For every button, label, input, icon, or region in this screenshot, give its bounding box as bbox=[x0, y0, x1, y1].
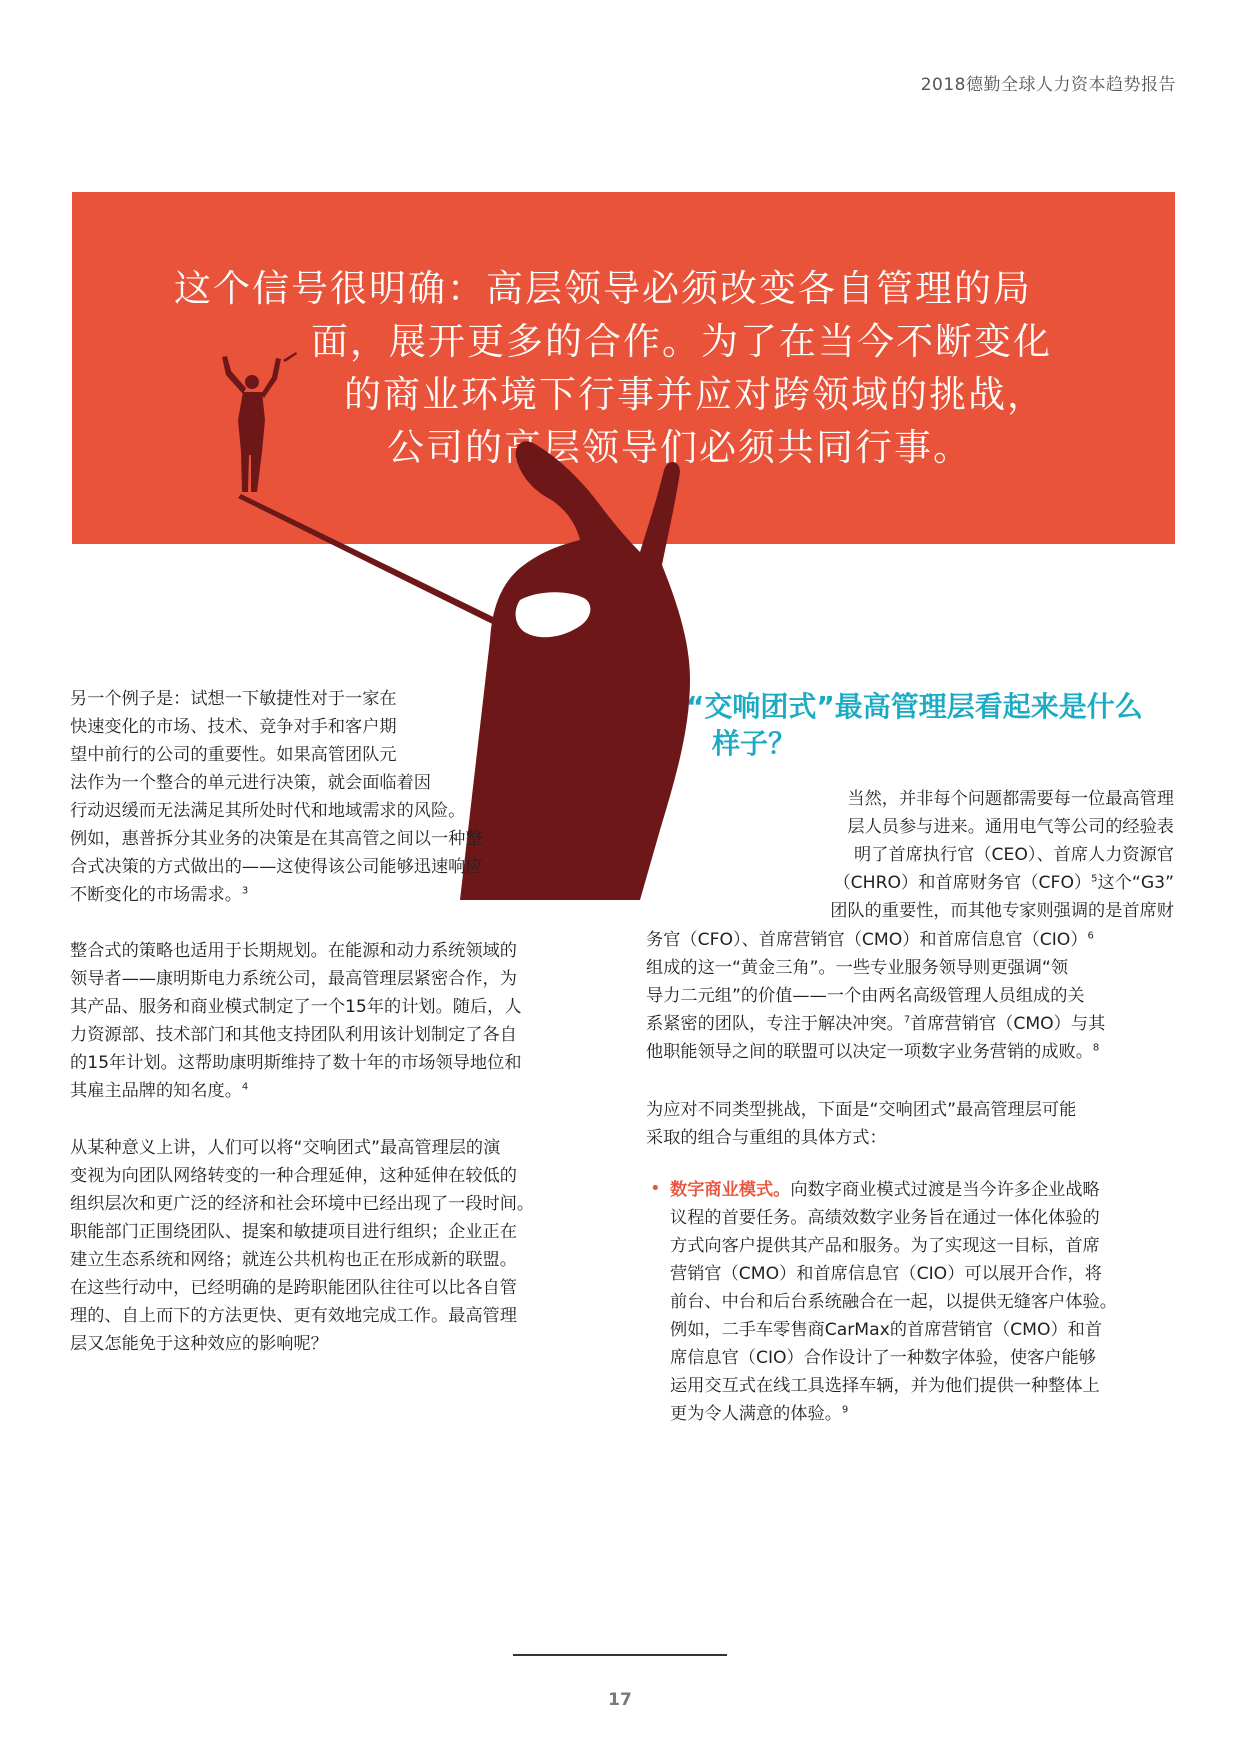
footnote-ref-5[interactable]: 5 bbox=[1091, 873, 1098, 885]
paragraph-line: 更为令人满意的体验。 bbox=[670, 1404, 842, 1424]
paragraph-line: 整合式的策略也适用于长期规划。在能源和动力系统领域的 bbox=[70, 941, 517, 961]
footnote-ref-6[interactable]: 6 bbox=[1087, 930, 1094, 942]
paragraph-line: 层又怎能免于这种效应的影响呢？ bbox=[70, 1334, 328, 1354]
paragraph-line: 务官（CFO）、首席营销官（CMO）和首席信息官（CIO） bbox=[646, 930, 1088, 950]
footnote-ref-4[interactable]: 4 bbox=[241, 1081, 249, 1093]
footnote-ref-7[interactable]: 7 bbox=[903, 1014, 911, 1026]
paragraph-line: 首席营销官（CMO）与其 bbox=[910, 1014, 1106, 1034]
paragraph-line: 议程的首要任务。高绩效数字业务旨在通过一体化体验的 bbox=[670, 1208, 1100, 1228]
paragraph-line: 其产品、服务和商业模式制定了一个15年的计划。随后，人 bbox=[70, 997, 522, 1017]
paragraph-line: 运用交互式在线工具选择车辆，并为他们提供一种整体上 bbox=[670, 1376, 1100, 1396]
paragraph-line: 不断变化的市场需求。 bbox=[70, 885, 242, 905]
section-heading bbox=[686, 688, 1186, 762]
paragraph-line: 建立生态系统和网络；就连公共机构也正在形成新的联盟。 bbox=[70, 1250, 517, 1270]
paragraph-line: 他职能领导之间的联盟可以决定一项数字业务营销的成败。 bbox=[646, 1042, 1093, 1062]
paragraph-line: 组成的这一“黄金三角”。一些专业服务领导则更强调“领 bbox=[646, 958, 1069, 978]
paragraph-line: 团队的重要性，而其他专家则强调的是首席财 bbox=[830, 901, 1174, 921]
paragraph-line: 望中前行的公司的重要性。如果高管团队元 bbox=[70, 745, 397, 765]
paragraph-line: 从某种意义上讲，人们可以将“交响团式”最高管理层的演 bbox=[70, 1138, 501, 1158]
left-paragraph-1 bbox=[70, 685, 483, 909]
paragraph-line: 行动迟缓而无法满足其所处时代和地域需求的风险。 bbox=[70, 801, 466, 821]
paragraph-line: 例如，二手车零售商CarMax的首席营销官（CMO）和首 bbox=[670, 1320, 1103, 1340]
paragraph-line: 合式决策的方式做出的——这使得该公司能够迅速响应 bbox=[70, 857, 483, 877]
paragraph-line: 组织层次和更广泛的经济和社会环境中已经出现了一段时间。 bbox=[70, 1194, 535, 1214]
paragraph-line: 另一个例子是：试想一下敏捷性对于一家在 bbox=[70, 689, 397, 709]
paragraph-line: 这个“G3” bbox=[1097, 873, 1174, 893]
right-paragraph-2 bbox=[646, 926, 1105, 1066]
paragraph-line: 的15年计划。这帮助康明斯维持了数十年的市场领导地位和 bbox=[70, 1053, 522, 1073]
pull-quote-line: 这个信号很明确：高层领导必须改变各自管理的局 bbox=[174, 267, 1032, 310]
pull-quote-line: 的商业环境下行事并应对跨领域的挑战， bbox=[344, 373, 1046, 416]
bullet-item-digital-business bbox=[646, 1176, 1117, 1428]
right-paragraph-1 bbox=[830, 785, 1174, 925]
paragraph-line: 方式向客户提供其产品和服务。为了实现这一目标，首席 bbox=[670, 1236, 1100, 1256]
bullet-marker-icon: • bbox=[650, 1178, 661, 1199]
paragraph-line: 层人员参与进来。通用电气等公司的经验表 bbox=[847, 817, 1174, 837]
paragraph-line: 职能部门正围绕团队、提案和敏捷项目进行组织；企业正在 bbox=[70, 1222, 517, 1242]
section-heading-line: “交响团式”最高管理层看起来是什么 bbox=[686, 690, 1143, 723]
paragraph-line: 理的、自上而下的方法更快、更有效地完成工作。最高管理 bbox=[70, 1306, 517, 1326]
paragraph-line: 法作为一个整合的单元进行决策，就会面临着因 bbox=[70, 773, 431, 793]
bullet-term: 数字商业模式。 bbox=[670, 1180, 791, 1200]
pull-quote-line: 公司的高层领导们必须共同行事。 bbox=[387, 426, 972, 469]
paragraph-line: 当然，并非每个问题都需要每一位最高管理 bbox=[847, 789, 1174, 809]
paragraph-line: （CHRO）和首席财务官（CFO） bbox=[833, 873, 1092, 893]
footnote-ref-3[interactable]: 3 bbox=[241, 885, 249, 897]
paragraph-line: 在这些行动中，已经明确的是跨职能团队往往可以比各自管 bbox=[70, 1278, 517, 1298]
section-heading-line: 样子？ bbox=[712, 727, 797, 760]
conductor-figure-icon bbox=[222, 352, 297, 492]
paragraph-line: 席信息官（CIO）合作设计了一种数字体验，使客户能够 bbox=[670, 1348, 1096, 1368]
paragraph-line: 为应对不同类型挑战，下面是“交响团式”最高管理层可能 bbox=[646, 1100, 1077, 1120]
paragraph-line: 系紧密的团队，专注于解决冲突。 bbox=[646, 1014, 904, 1034]
paragraph-line: 采取的组合与重组的具体方式： bbox=[646, 1128, 887, 1148]
left-paragraph-2 bbox=[70, 937, 522, 1105]
footnote-ref-9[interactable]: 9 bbox=[841, 1404, 849, 1416]
pull-quote-line: 面，展开更多的合作。为了在当今不断变化 bbox=[311, 320, 1052, 363]
report-header-title: 2018德勤全球人力资本趋势报告 bbox=[920, 75, 1176, 95]
left-paragraph-3 bbox=[70, 1134, 534, 1358]
paragraph-line: 前台、中台和后台系统融合在一起，以提供无缝客户体验。 bbox=[670, 1292, 1117, 1312]
paragraph-line: 其雇主品牌的知名度。 bbox=[70, 1081, 242, 1101]
paragraph-line: 例如，惠普拆分其业务的决策是在其高管之间以一种整 bbox=[70, 829, 483, 849]
paragraph-line: 营销官（CMO）和首席信息官（CIO）可以展开合作，将 bbox=[670, 1264, 1102, 1284]
paragraph-line: 变视为向团队网络转变的一种合理延伸，这种延伸在较低的 bbox=[70, 1166, 517, 1186]
footnote-ref-8[interactable]: 8 bbox=[1092, 1042, 1100, 1054]
paragraph-line: 明了首席执行官（CEO）、首席人力资源官 bbox=[854, 845, 1174, 865]
paragraph-line: 领导者——康明斯电力系统公司，最高管理层紧密合作，为 bbox=[70, 969, 517, 989]
paragraph-line: 快速变化的市场、技术、竞争对手和客户期 bbox=[70, 717, 397, 737]
hand-icon bbox=[460, 441, 690, 900]
paragraph-line: 力资源部、技术部门和其他支持团队利用该计划制定了各自 bbox=[70, 1025, 517, 1045]
paragraph-line: 导力二元组”的价值——一个由两名高级管理人员组成的关 bbox=[646, 986, 1085, 1006]
paragraph-line: 向数字商业模式过渡是当今许多企业战略 bbox=[790, 1180, 1100, 1200]
page-number: 17 bbox=[608, 1690, 632, 1710]
footer-divider bbox=[513, 1654, 727, 1656]
right-paragraph-3 bbox=[646, 1096, 1076, 1152]
